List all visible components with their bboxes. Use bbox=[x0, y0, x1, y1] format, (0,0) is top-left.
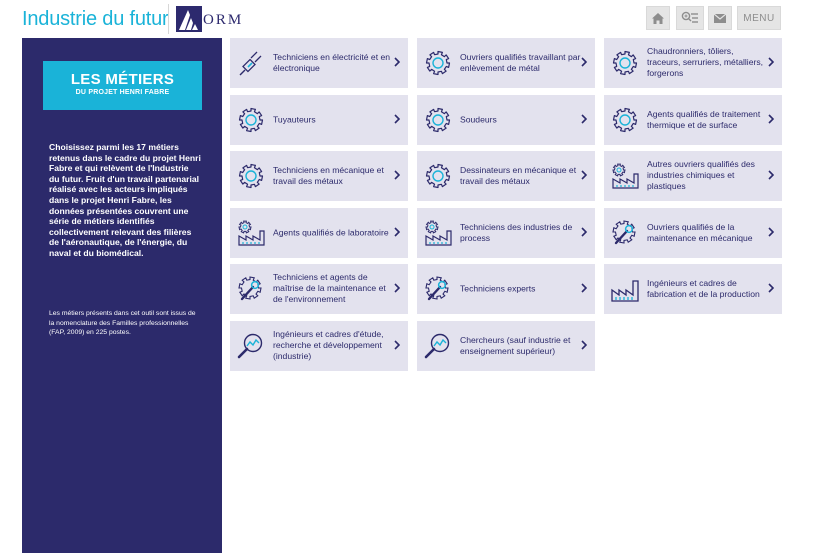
gear-icon bbox=[423, 106, 453, 134]
job-card[interactable] bbox=[417, 95, 595, 145]
chevron-right-icon bbox=[768, 227, 774, 237]
job-card[interactable] bbox=[604, 264, 782, 314]
job-card[interactable] bbox=[417, 208, 595, 258]
chevron-right-icon bbox=[581, 227, 587, 237]
mail-icon bbox=[714, 14, 726, 23]
job-card[interactable] bbox=[230, 38, 408, 88]
sidebar-title-box bbox=[43, 61, 202, 110]
job-card[interactable] bbox=[230, 264, 408, 314]
chevron-right-icon bbox=[394, 227, 400, 237]
job-label: Techniciens en électricité et en électronique bbox=[273, 51, 391, 73]
chevron-right-icon bbox=[394, 114, 400, 124]
header-divider bbox=[168, 4, 169, 34]
zoom-list-button[interactable] bbox=[676, 6, 704, 30]
job-card[interactable] bbox=[604, 151, 782, 201]
factory-gear-icon bbox=[610, 162, 640, 190]
job-label: Agents qualifiés de traitement thermique et de surface bbox=[647, 108, 761, 130]
sidebar-subtitle: DU PROJET HENRI FABRE bbox=[75, 89, 170, 96]
job-label: Agents qualifiés de laboratoire bbox=[273, 227, 389, 238]
factory-gear-icon bbox=[423, 219, 453, 247]
job-label: Techniciens et agents de maîtrise de la maintenance et de l'environnement bbox=[273, 272, 386, 305]
job-label: Dessinateurs en mécanique et travail des métaux bbox=[460, 164, 577, 186]
job-label: Soudeurs bbox=[460, 114, 497, 125]
gear-icon bbox=[423, 162, 453, 190]
job-card[interactable] bbox=[230, 151, 408, 201]
chevron-right-icon bbox=[581, 114, 587, 124]
job-card[interactable] bbox=[417, 151, 595, 201]
mail-button[interactable] bbox=[708, 6, 732, 30]
chevron-right-icon bbox=[768, 57, 774, 67]
magnifier-icon bbox=[423, 332, 453, 360]
job-label: Techniciens en mécanique et travail des métaux bbox=[273, 164, 384, 186]
factory-icon bbox=[610, 275, 640, 303]
factory-gear-icon bbox=[236, 219, 266, 247]
plug-icon bbox=[236, 49, 266, 77]
orm-logo-icon bbox=[176, 6, 202, 32]
chevron-right-icon bbox=[581, 283, 587, 293]
home-button[interactable] bbox=[646, 6, 670, 30]
chevron-right-icon bbox=[394, 170, 400, 180]
magnifier-icon bbox=[236, 332, 266, 360]
menu-button[interactable]: MENU bbox=[737, 6, 781, 30]
chevron-right-icon bbox=[394, 57, 400, 67]
job-card[interactable] bbox=[604, 95, 782, 145]
sidebar-note: Les métiers présents dans cet outil sont issus de la nomenclature des Familles professionnelles (FAP, 2009) en 225 postes. bbox=[49, 310, 196, 336]
job-card[interactable] bbox=[604, 38, 782, 88]
job-card[interactable] bbox=[604, 208, 782, 258]
job-card[interactable] bbox=[230, 321, 408, 371]
sidebar-title: LES MÉTIERS bbox=[70, 71, 175, 88]
home-icon bbox=[652, 13, 664, 24]
job-label: Ingénieurs et cadres de fabrication et de la production bbox=[647, 277, 760, 299]
gear-icon bbox=[236, 162, 266, 190]
sidebar-intro: Choisissez parmi les 17 métiers retenus dans le cadre du projet Henri Fabre et qui relèvent de l'Industrie du futur. Fruit d'un travail partenarial réalisé avec les acteurs impliqués dans le projet Henri Fabre, les données présentées couvrent une série de métiers identifiés collectivement relevant des filières de l'aéronautique, de l'énergie, du naval et du biomédical. bbox=[49, 142, 201, 258]
app-title[interactable]: Industrie du futur bbox=[22, 8, 169, 30]
job-label: Ouvriers qualifiés travaillant par enlèvement de métal bbox=[460, 51, 581, 73]
wrench-gear-icon bbox=[423, 275, 453, 303]
chevron-right-icon bbox=[581, 170, 587, 180]
gear-icon bbox=[610, 106, 640, 134]
chevron-right-icon bbox=[768, 283, 774, 293]
gear-icon bbox=[236, 106, 266, 134]
job-label: Techniciens experts bbox=[460, 283, 536, 294]
chevron-right-icon bbox=[394, 340, 400, 350]
wrench-gear-icon bbox=[610, 219, 640, 247]
job-label: Autres ouvriers qualifiés des industries chimiques et plastiques bbox=[647, 159, 755, 192]
chevron-right-icon bbox=[581, 57, 587, 67]
chevron-right-icon bbox=[768, 170, 774, 180]
sidebar bbox=[22, 38, 222, 553]
job-card[interactable] bbox=[417, 321, 595, 371]
job-label: Ouvriers qualifiés de la maintenance en mécanique bbox=[647, 221, 753, 243]
job-label: Chercheurs (sauf industrie et enseignement supérieur) bbox=[460, 334, 571, 356]
gear-icon bbox=[610, 49, 640, 77]
chevron-right-icon bbox=[768, 114, 774, 124]
job-label: Ingénieurs et cadres d'étude, recherche et développement (industrie) bbox=[273, 329, 384, 362]
gear-icon bbox=[423, 49, 453, 77]
job-card[interactable] bbox=[230, 208, 408, 258]
job-label: Techniciens des industries de process bbox=[460, 221, 573, 243]
job-card[interactable] bbox=[230, 95, 408, 145]
logo-text: ORM bbox=[203, 12, 244, 28]
chevron-right-icon bbox=[394, 283, 400, 293]
job-card[interactable] bbox=[417, 264, 595, 314]
job-card[interactable] bbox=[417, 38, 595, 88]
wrench-gear-icon bbox=[236, 275, 266, 303]
chevron-right-icon bbox=[581, 340, 587, 350]
job-label: Tuyauteurs bbox=[273, 114, 316, 125]
job-label: Chaudronniers, tôliers, traceurs, serruriers, métalliers, forgerons bbox=[647, 46, 764, 79]
header bbox=[0, 0, 815, 38]
orm-logo[interactable] bbox=[176, 6, 246, 34]
zoom-list-icon bbox=[681, 11, 699, 25]
